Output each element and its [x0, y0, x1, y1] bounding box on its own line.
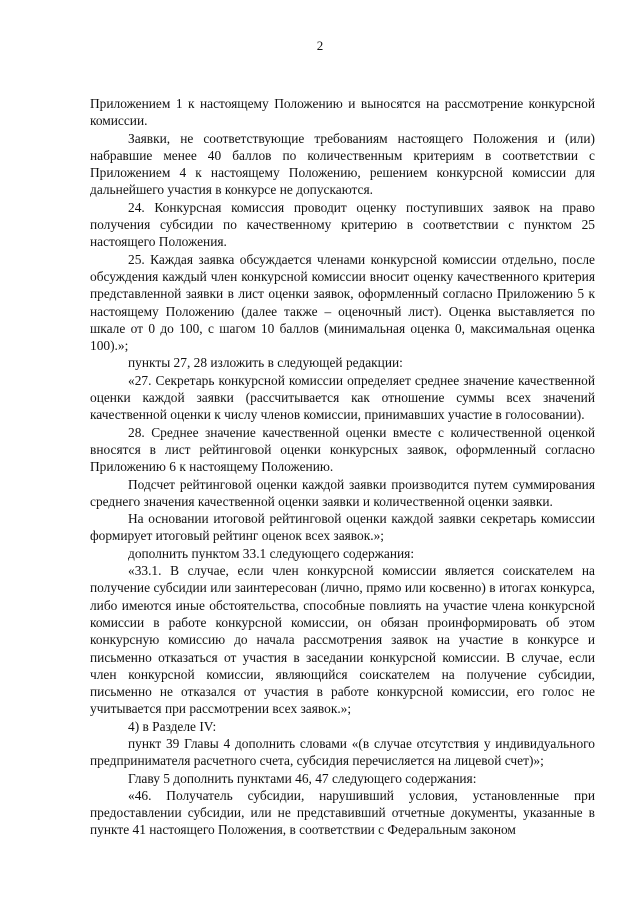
paragraph: дополнить пунктом 33.1 следующего содержания:: [128, 545, 415, 561]
paragraph: 4) в Разделе IV:: [128, 718, 217, 734]
document-body: [90, 95, 595, 839]
paragraph: 24. Конкурсная комиссия проводит оценку поступивших заявок на право получения субсидии по качественному критерию в соответствии с пунктом 25 настоящего Положения.: [90, 199, 595, 250]
paragraph: Подсчет рейтинговой оценки каждой заявки производится путем суммирования среднего значения качественной оценки заявки и количественной оценки заявки.: [90, 476, 595, 509]
paragraph: «46. Получатель субсидии, нарушивший условия, установленные при предоставлении субсидии, или не представивший отчетные документы, указанные в пункте 41 настоящего Положения, в соответствии с Федеральным законом: [90, 787, 595, 838]
page-number: 2: [316, 38, 324, 53]
paragraph: Главу 5 дополнить пунктами 46, 47 следующего содержания:: [128, 770, 477, 786]
paragraph: «27. Секретарь конкурсной комиссии определяет среднее значение качественной оценки каждой заявки (рассчитывается как отношение суммы всех значений качественной оценки к числу членов комиссии, принимавших участие в голосовании).: [90, 372, 595, 423]
paragraph: Заявки, не соответствующие требованиям настоящего Положения и (или) набравшие менее 40 баллов по количественным критериям в соответствии с Приложением 4 к настоящему Положению, решением конкурсной комиссии для дальнейшего участия в конкурсе не допускаются.: [90, 130, 595, 198]
paragraph: На основании итоговой рейтинговой оценки каждой заявки секретарь комиссии формирует итоговый рейтинг оценок всех заявок.»;: [90, 511, 595, 544]
paragraph: пункт 39 Главы 4 дополнить словами «(в случае отсутствия у индивидуального предпринимателя расчетного счета, субсидия перечисляется на лицевой счет)»;: [90, 735, 595, 769]
paragraph: пункты 27, 28 изложить в следующей редакции:: [128, 355, 403, 371]
paragraph: 28. Среднее значение качественной оценки вместе с количественной оценкой вносятся в лист рейтинговой оценки конкурсных заявок, оформленный согласно Приложению 6 к настоящему Положению.: [90, 424, 595, 475]
paragraph: 25. Каждая заявка обсуждается членами конкурсной комиссии отдельно, после обсуждения каждый член конкурсной комиссии вносит оценку качественного критерия представленной заявки в лист оценки заявок, оформленный согласно Приложению 5 к настоящему Положению (далее также – оценочный лист). Оценка выставляется по шкале от 0 до 100, с шагом 10 баллов (минимальная оценка 0, максимальная оценка 100).»;: [90, 251, 595, 354]
paragraph: «33.1. В случае, если член конкурсной комиссии является соискателем на получение субсидии или заинтересован (лично, прямо или косвенно) в итогах конкурса, либо имеются иные обстоятельства, способные повлиять на участие члена конкурсной комиссии в работе конкурсной комиссии, он обязан проинформировать об этом конкурсную комиссию до начала рассмотрения заявок на участие в конкурсе и письменно отказаться от участия в заседании конкурсной комиссии. В случае, если член конкурсной комиссии, являющийся соискателем на получение субсидии, письменно не отказался от участия в работе конкурсной комиссии, его голос не учитывается при рассмотрении всех заявок.»;: [90, 563, 595, 717]
paragraph: Приложением 1 к настоящему Положению и выносятся на рассмотрение конкурсной комиссии.: [90, 96, 595, 129]
